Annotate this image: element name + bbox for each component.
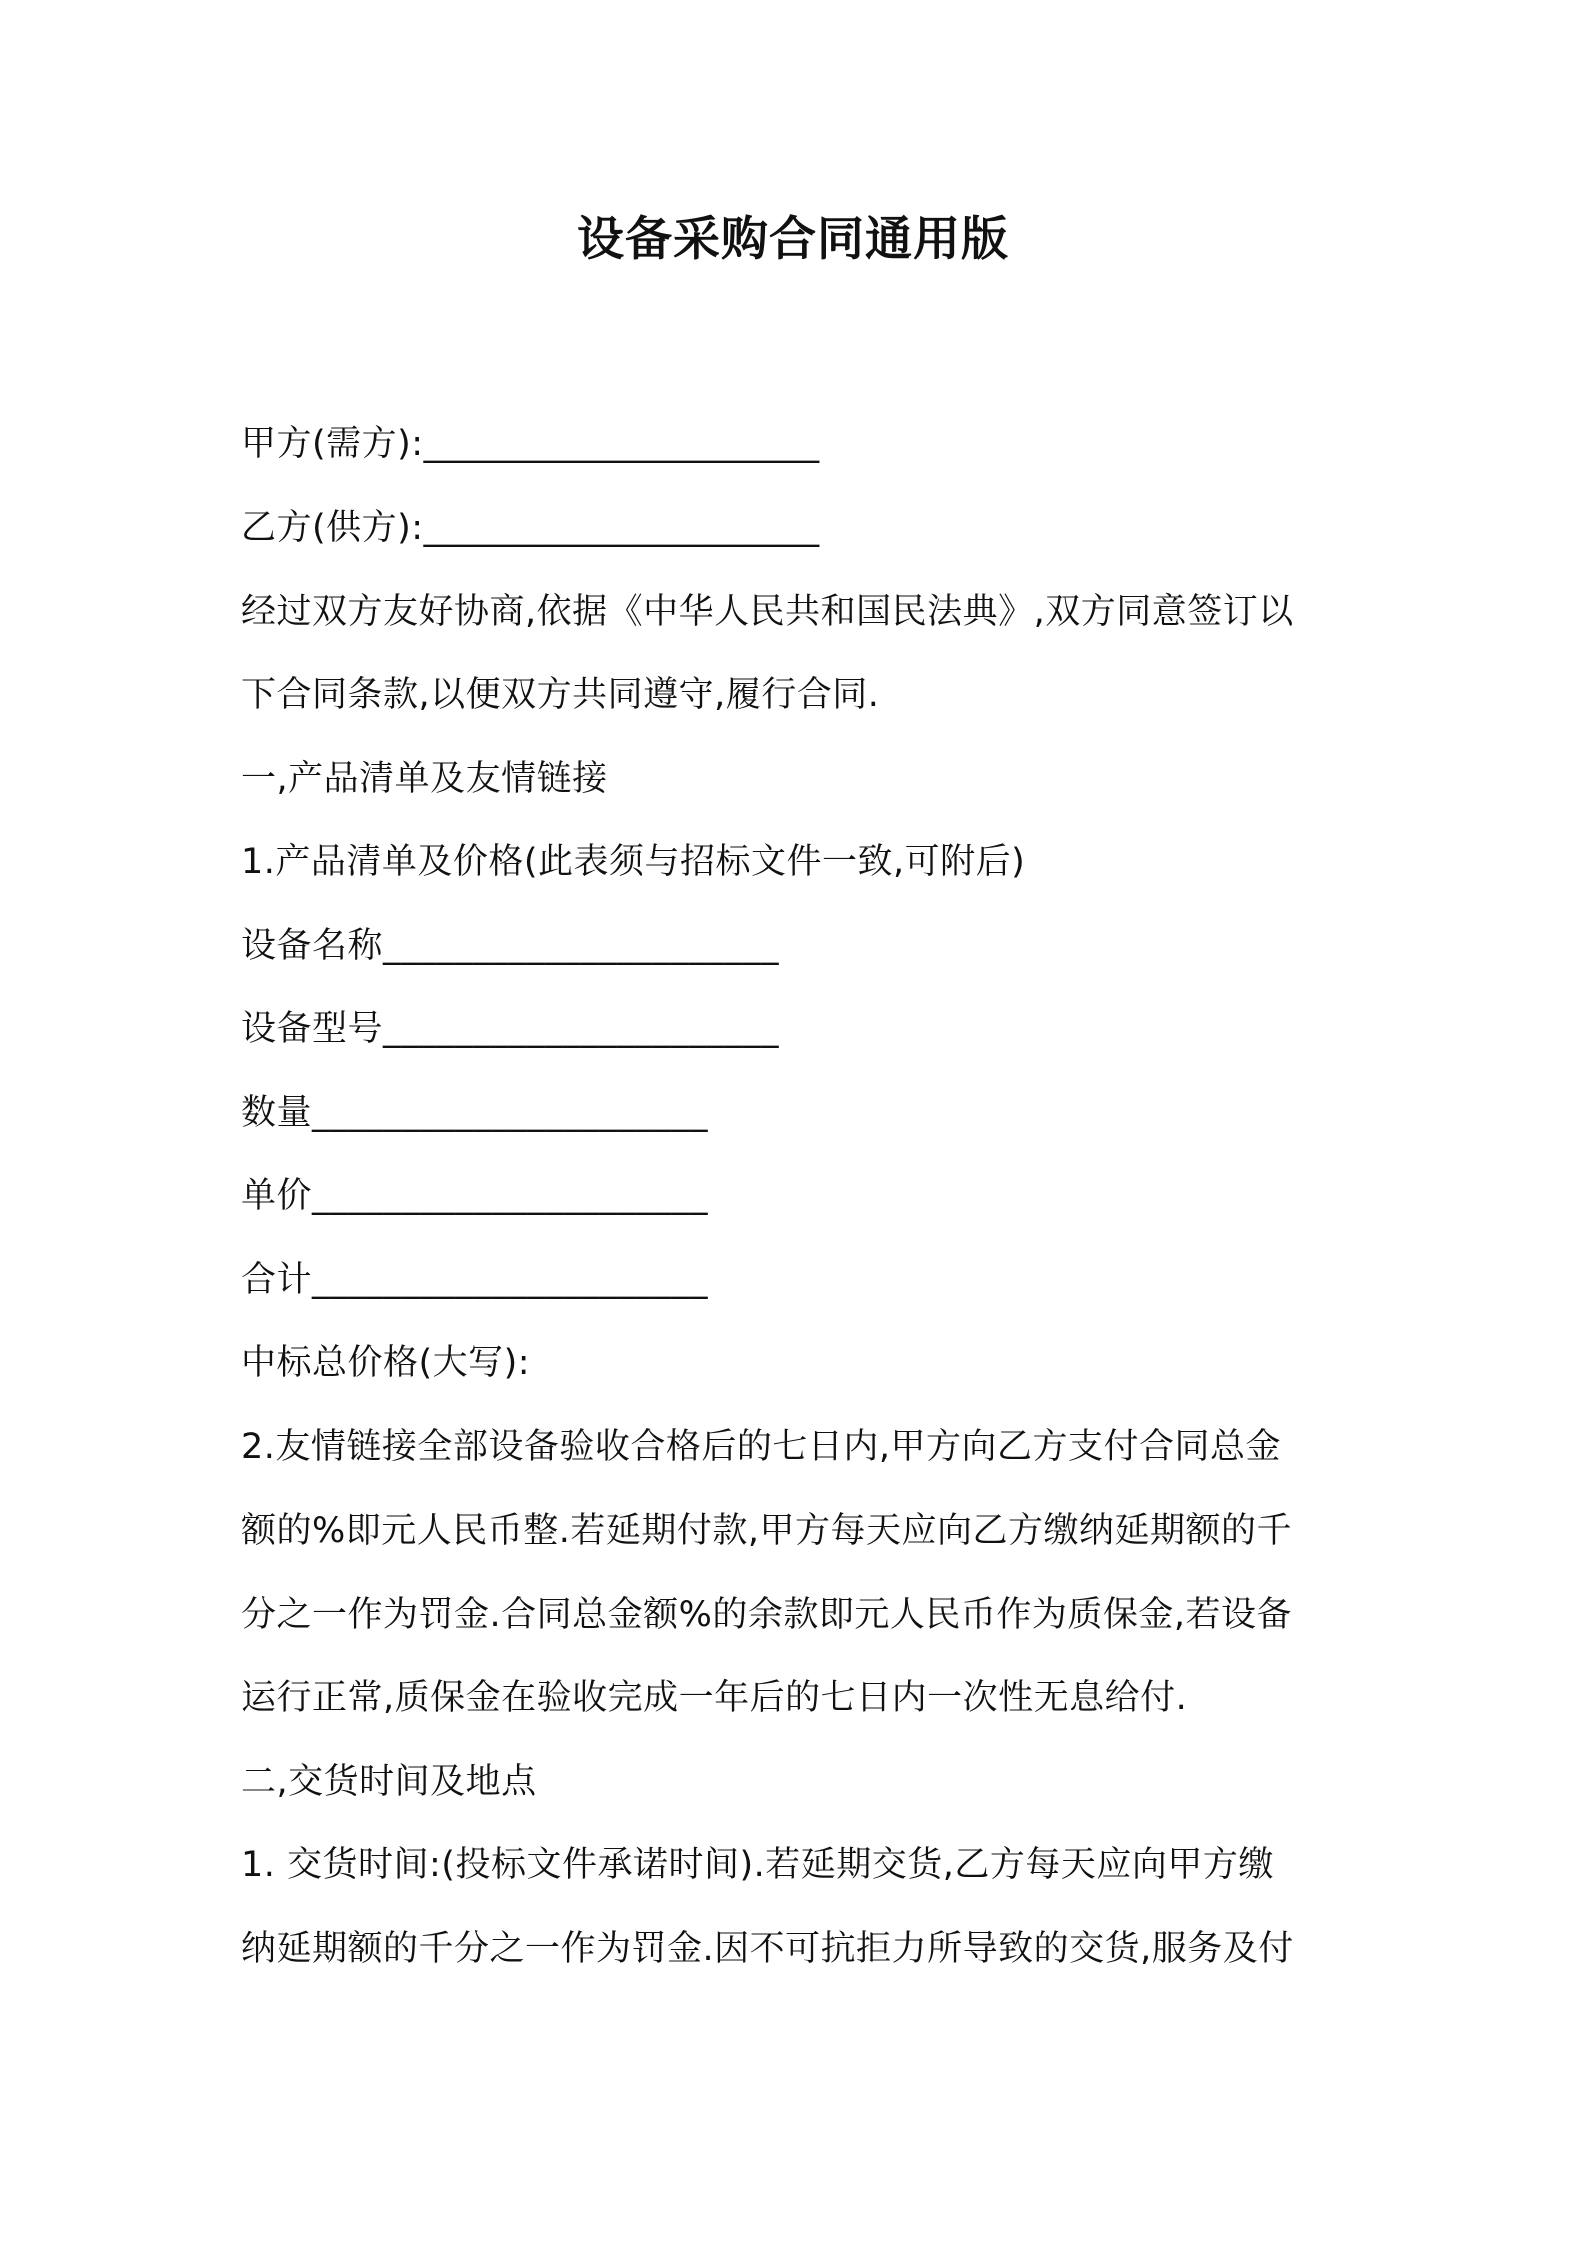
unit-price-field: [241, 1172, 1366, 1220]
equipment-model-field: [241, 1005, 1366, 1053]
total-price-uppercase-label: 中标总价格(大写):: [241, 1343, 531, 1383]
intro-line: 下合同条款,以便双方共同遵守,履行合同.: [241, 675, 880, 715]
party-a-label: 甲方(需方):: [241, 424, 424, 464]
quantity-blank: ______________________: [312, 1093, 709, 1133]
equipment-name-label: 设备名称: [241, 926, 384, 966]
section2-item1-line: 1. 交货时间:(投标文件承诺时间).若延期交货,乙方每天应向甲方缴: [241, 1845, 1274, 1885]
section1-heading: 一,产品清单及友情链接: [241, 759, 608, 799]
section1-item2-line: 运行正常,质保金在验收完成一年后的七日内一次性无息给付.: [241, 1678, 1188, 1718]
total-label: 合计: [241, 1260, 313, 1300]
equipment-name-blank: ______________________: [383, 926, 780, 966]
total-blank: ______________________: [312, 1260, 709, 1300]
equipment-model-blank: ______________________: [383, 1009, 780, 1049]
equipment-name-field: [241, 922, 1366, 970]
document-title: 设备采购合同通用版: [577, 212, 1009, 267]
party-b-blank: ______________________: [423, 508, 820, 548]
party-b-label: 乙方(供方):: [241, 508, 424, 548]
unit-price-blank: ______________________: [312, 1176, 709, 1216]
total-field: [241, 1256, 1366, 1304]
section1-item2-line: 分之一作为罚金.合同总金额%的余款即元人民币作为质保金,若设备: [241, 1595, 1293, 1635]
section1-item1-heading: 1.产品清单及价格(此表须与招标文件一致,可附后): [241, 842, 1026, 882]
section2-heading: 二,交货时间及地点: [241, 1762, 537, 1802]
section1-item2-line: 额的%即元人民币整.若延期付款,甲方每天应向乙方缴纳延期额的千: [241, 1511, 1293, 1551]
section1-item2-line: 2.友情链接全部设备验收合格后的七日内,甲方向乙方支付合同总金: [241, 1427, 1282, 1467]
equipment-model-label: 设备型号: [241, 1009, 384, 1049]
party-a-line: [241, 420, 1366, 468]
unit-price-label: 单价: [241, 1176, 313, 1216]
intro-line: 经过双方友好协商,依据《中华人民共和国民法典》,双方同意签订以: [241, 592, 1294, 632]
party-a-blank: ______________________: [423, 424, 820, 464]
quantity-label: 数量: [241, 1093, 313, 1133]
section2-item1-line: 纳延期额的千分之一作为罚金.因不可抗拒力所导致的交货,服务及付: [241, 1929, 1294, 1969]
quantity-field: [241, 1089, 1366, 1137]
party-b-line: [241, 504, 1366, 552]
